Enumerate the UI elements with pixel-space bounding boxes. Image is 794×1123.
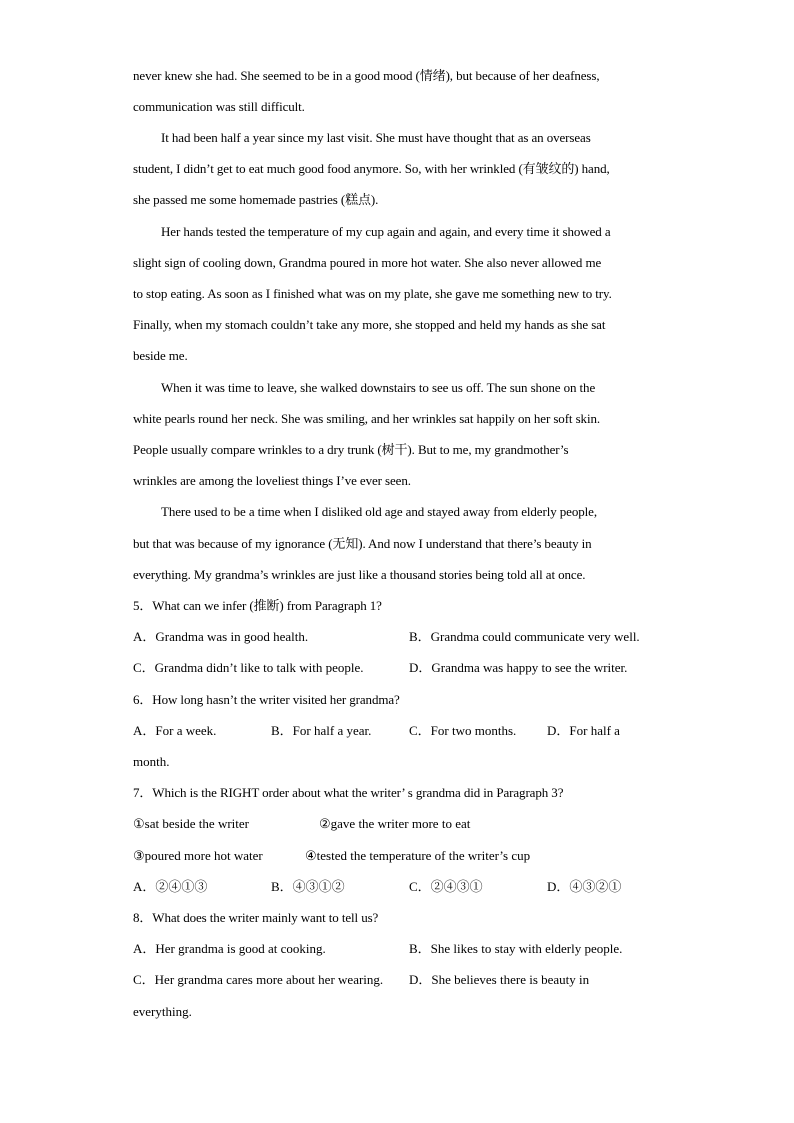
question-stem: 6．How long hasn’t the writer visited her grandma? [133, 692, 400, 707]
passage-line: to stop eating. As soon as I finished what was on my plate, she gave me something new to try. [133, 286, 612, 301]
passage-line: beside me. [133, 348, 188, 363]
option-d: D．④③②① [547, 879, 622, 894]
option-d: D．She believes there is beauty in [409, 972, 590, 987]
sequence-item: ①sat beside the writer [133, 816, 249, 831]
option-b: B．She likes to stay with elderly people. [409, 941, 623, 956]
option-b: B．For half a year. [271, 723, 372, 738]
option-c: C．Her grandma cares more about her wearing. [133, 972, 384, 987]
question-stem: 7．Which is the RIGHT order about what the writer’ s grandma did in Paragraph 3? [133, 785, 564, 800]
passage-line: everything. My grandma’s wrinkles are just like a thousand stories being told all at once. [133, 567, 586, 582]
option-c: C．②④③① [409, 879, 483, 894]
passage-line: It had been half a year since my last visit. She must have thought that as an overseas [161, 130, 591, 145]
passage-line: but that was because of my ignorance (无知). And now I understand that there’s beauty in [133, 536, 592, 551]
option-b: B．Grandma could communicate very well. [409, 629, 640, 644]
option-a: A．②④①③ [133, 879, 208, 894]
option-c: C．Grandma didn’t like to talk with people. [133, 660, 364, 675]
option-d-continuation: month. [133, 754, 170, 769]
passage-line: communication was still difficult. [133, 99, 305, 114]
passage-line: slight sign of cooling down, Grandma poured in more hot water. She also never allowed me [133, 255, 602, 270]
passage-line: There used to be a time when I disliked old age and stayed away from elderly people, [161, 504, 597, 519]
passage-line: People usually compare wrinkles to a dry trunk (树干). But to me, my grandmother’s [133, 442, 569, 457]
option-d: D．For half a [547, 723, 620, 738]
question-stem: 8．What does the writer mainly want to tell us? [133, 910, 379, 925]
option-c: C．For two months. [409, 723, 517, 738]
option-b: B．④③①② [271, 879, 345, 894]
sequence-item: ④tested the temperature of the writer’s cup [305, 848, 531, 863]
option-a: A．Her grandma is good at cooking. [133, 941, 326, 956]
option-d-continuation: everything. [133, 1004, 192, 1019]
passage-line: Finally, when my stomach couldn’t take any more, she stopped and held my hands as she sat [133, 317, 606, 332]
sequence-item: ③poured more hot water [133, 848, 263, 863]
option-d: D．Grandma was happy to see the writer. [409, 660, 628, 675]
passage-line: she passed me some homemade pastries (糕点). [133, 192, 379, 207]
option-a: A．Grandma was in good health. [133, 629, 309, 644]
question-stem: 5．What can we infer (推断) from Paragraph 1? [133, 598, 382, 613]
passage-line: student, I didn’t get to eat much good food anymore. So, with her wrinkled (有皱纹的) hand, [133, 161, 610, 176]
passage-line: wrinkles are among the loveliest things I’ve ever seen. [133, 473, 411, 488]
passage-line: never knew she had. She seemed to be in a good mood (情绪), but because of her deafness, [133, 68, 600, 83]
passage-line: When it was time to leave, she walked downstairs to see us off. The sun shone on the [161, 380, 596, 395]
option-a: A．For a week. [133, 723, 217, 738]
passage-line: white pearls round her neck. She was smiling, and her wrinkles sat happily on her soft skin. [133, 411, 601, 426]
sequence-item: ②gave the writer more to eat [319, 816, 471, 831]
passage-line: Her hands tested the temperature of my cup again and again, and every time it showed a [161, 224, 611, 239]
